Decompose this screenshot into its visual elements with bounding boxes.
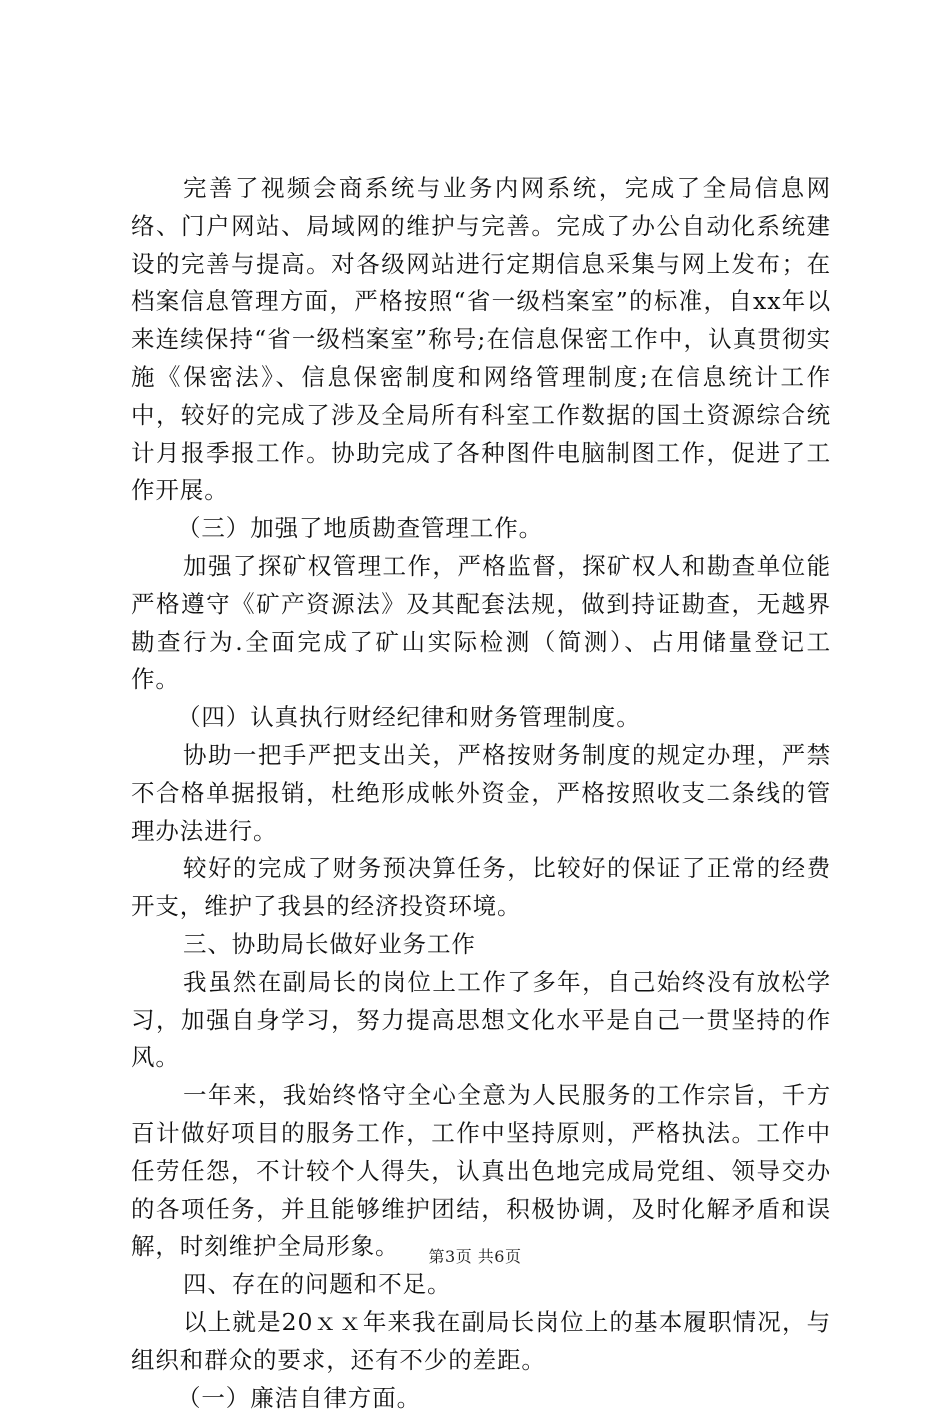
paragraph-finance-expenditure: 协助一把手严把支出关，严格按财务制度的规定办理，严禁不合格单据报销，杜绝形成帐外资金，严格按照收支二条线的管理办法进行。 [131,737,831,850]
section-heading-problems: 四、存在的问题和不足。 [131,1266,831,1304]
page-number-footer: 第3页 共6页 [0,1244,950,1267]
paragraph-geology: 加强了探矿权管理工作，严格监督，探矿权人和勘查单位能严格遵守《矿产资源法》及其配套法规，做到持证勘查，无越界勘查行为.全面完成了矿山实际检测（简测）、占用储量登记工作。 [131,548,831,699]
paragraph-study: 我虽然在副局长的岗位上工作了多年，自己始终没有放松学习，加强自身学习，努力提高思想文化水平是自己一贯坚持的作风。 [131,964,831,1077]
section-heading-finance: （四）认真执行财经纪律和财务管理制度。 [131,699,831,737]
section-heading-assist-director: 三、协助局长做好业务工作 [131,926,831,964]
paragraph-summary: 以上就是20ｘｘ年来我在副局长岗位上的基本履职情况，与组织和群众的要求，还有不少的差距。 [131,1304,831,1380]
paragraph-finance-budget: 较好的完成了财务预决算任务，比较好的保证了正常的经费开支，维护了我县的经济投资环境。 [131,850,831,926]
section-heading-geology: （三）加强了地质勘查管理工作。 [131,510,831,548]
paragraph-service: 一年来，我始终恪守全心全意为人民服务的工作宗旨，千方百计做好项目的服务工作，工作中坚持原则，严格执法。工作中任劳任怨，不计较个人得失，认真出色地完成局党组、领导交办的各项任务，并且能够维护团结，积极协调，及时化解矛盾和误解，时刻维护全局形象。 [131,1077,831,1266]
document-body [131,170,831,1417]
paragraph-info-systems: 完善了视频会商系统与业务内网系统，完成了全局信息网络、门户网站、局域网的维护与完善。完成了办公自动化系统建设的完善与提高。对各级网站进行定期信息采集与网上发布；在档案信息管理方面，严格按照“省一级档案室”的标准，自xx年以来连续保持“省一级档案室”称号;在信息保密工作中，认真贯彻实施《保密法》、信息保密制度和网络管理制度;在信息统计工作中，较好的完成了涉及全局所有科室工作数据的国土资源综合统计月报季报工作。协助完成了各种图件电脑制图工作，促进了工作开展。 [131,170,831,510]
section-heading-integrity: （一）廉洁自律方面。 [131,1380,831,1417]
